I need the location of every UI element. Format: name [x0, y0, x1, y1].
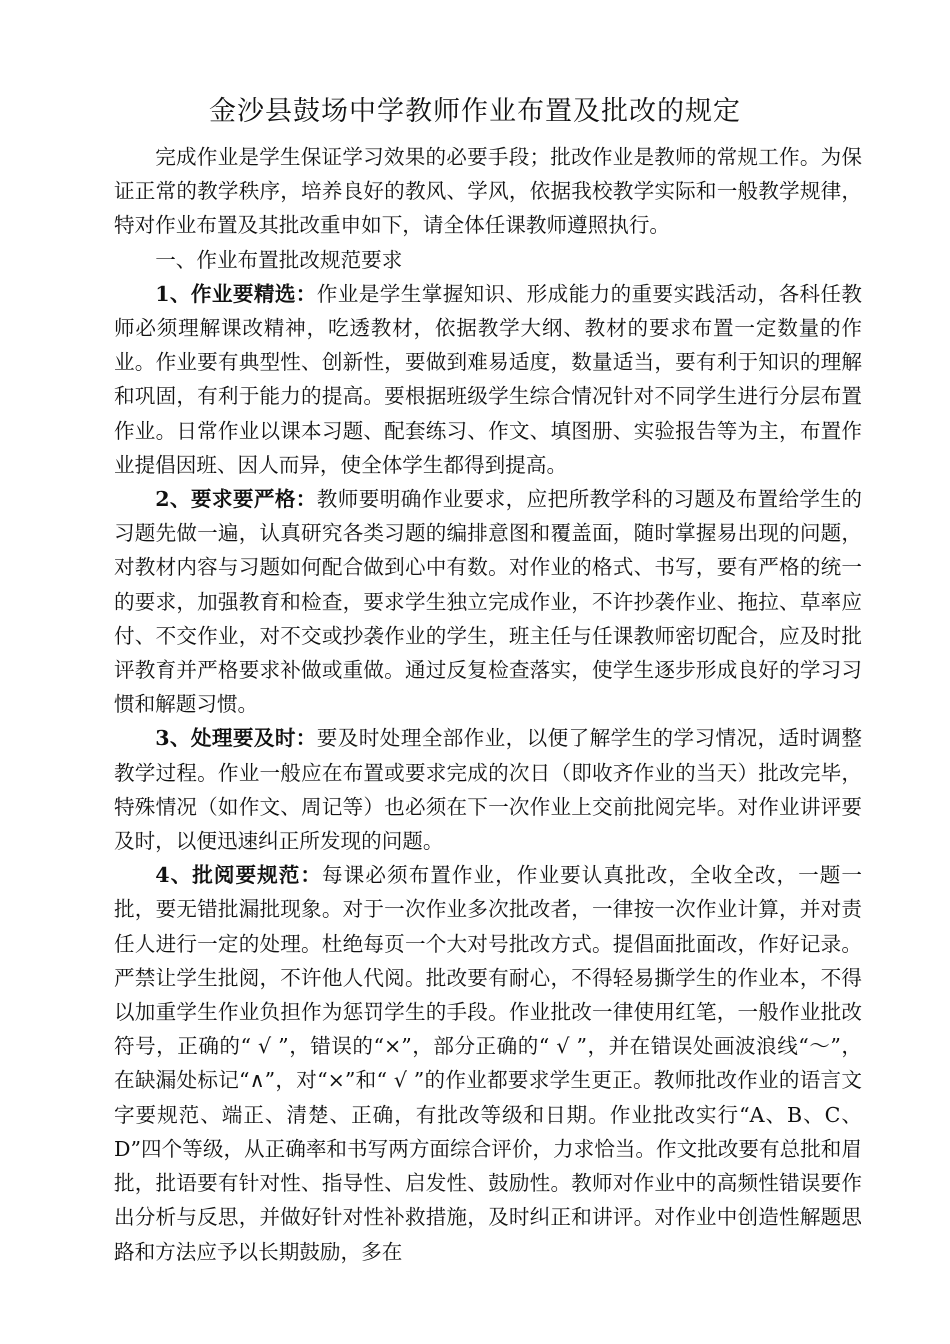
- document-title: 金沙县鼓场中学教师作业布置及批改的规定: [209, 96, 741, 127]
- rule-paragraph-2: [114, 482, 862, 721]
- document-body: [114, 140, 862, 1269]
- intro-paragraph: 完成作业是学生保证学习效果的必要手段；批改作业是教师的常规工作。为保证正常的教学秩序，培养良好的教风、学风，依据我校教学实际和一般教学规律，特对作业布置及其批改重申如下，请全体任课教师遵照执行。: [114, 145, 862, 238]
- rule-paragraph-4: [114, 858, 862, 1268]
- rule-paragraph-3: [114, 721, 862, 858]
- section-heading: 一、作业布置批改规范要求: [155, 247, 403, 272]
- rule-lead-4: 4、批阅要规范：: [155, 863, 323, 888]
- rule-lead-2: 2、要求要严格：: [155, 487, 317, 512]
- rule-text-4: 每课必须布置作业，作业要认真批改，全收全改，一题一批，要无错批漏批现象。对于一次作业多次批改者，一律按一次作业计算，并对责任人进行一定的处理。杜绝每页一个大对号批改方式。提倡面批面改，作好记录。严禁让学生批阅，不许他人代阅。批改要有耐心，不得轻易撕学生的作业本，不得以加重学生作业负担作为惩罚学生的手段。作业批改一律使用红笔，一般作业批改符号，正确的“ √ ”，错误的“×”，部分正确的“ √ ”，并在错误处画波浪线“～”，在缺漏处标记“∧”，对“×”和“ √ ”的作业都要求学生更正。教师批改作业的语言文字要规范、端正、清楚、正确，有批改等级和日期。作业批改实行“A、B、C、D”四个等级，从正确率和书写两方面综合评价，力求恰当。作文批改要有总批和眉批，批语要有针对性、指导性、启发性、鼓励性。教师对作业中的高频性错误要作出分析与反思，并做好针对性补救措施，及时纠正和讲评。对作业中创造性解题思路和方法应予以长期鼓励，多在: [114, 863, 862, 1264]
- rule-text-1: 作业是学生掌握知识、形成能力的重要实践活动，各科任教师必须理解课改精神，吃透教材，依据教学大纲、教材的要求布置一定数量的作业。作业要有典型性、创新性，要做到难易适度，数量适当，要有利于知识的理解和巩固，有利于能力的提高。要根据班级学生综合情况针对不同学生进行分层布置作业。日常作业以课本习题、配套练习、作文、填图册、实验报告等为主，布置作业提倡因班、因人而异，使全体学生都得到提高。: [114, 281, 862, 477]
- rule-lead-3: 3、处理要及时：: [155, 726, 317, 751]
- rule-paragraph-1: [114, 277, 862, 482]
- rule-text-3: 要及时处理全部作业，以便了解学生的学习情况，适时调整教学过程。作业一般应在布置或要求完成的次日（即收齐作业的当天）批改完毕，特殊情况（如作文、周记等）也必须在下一次作业上交前批阅完毕。对作业讲评要及时，以便迅速纠正所发现的问题。: [114, 726, 862, 854]
- rule-lead-1: 1、作业要精选：: [155, 281, 317, 306]
- rule-text-2: 教师要明确作业要求，应把所教学科的习题及布置给学生的习题先做一遍，认真研究各类习题的编排意图和覆盖面，随时掌握易出现的问题，对教材内容与习题如何配合做到心中有数。对作业的格式、书写，要有严格的统一的要求，加强教育和检查，要求学生独立完成作业，不许抄袭作业、拖拉、草率应付、不交作业，对不交或抄袭作业的学生，班主任与任课教师密切配合，应及时批评教育并严格要求补做或重做。通过反复检查落实，使学生逐步形成良好的学习习惯和解题习惯。: [114, 487, 862, 717]
